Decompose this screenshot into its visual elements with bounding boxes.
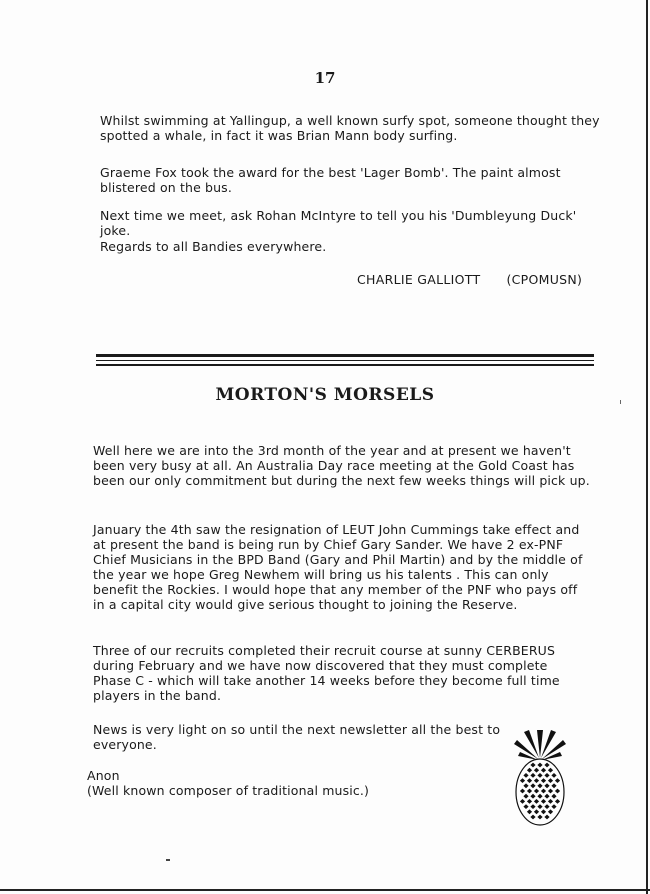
stray-mark [166, 859, 170, 861]
pineapple-scale [530, 773, 535, 778]
pineapple-scale [544, 763, 549, 768]
pineapple-scale [541, 768, 546, 773]
pineapple-scale [544, 815, 549, 820]
pineapple-scale [527, 809, 532, 814]
page-border-bottom [0, 889, 650, 891]
margin-tick [620, 400, 621, 404]
signature-name: CHARLIE GALLIOTT [357, 272, 481, 287]
article1-paragraph-4: Regards to all Bandies everywhere. [100, 239, 327, 254]
pineapple-scale [551, 783, 556, 788]
pineapple-scale [520, 778, 525, 783]
pineapple-scale [544, 783, 549, 788]
pineapple-scale [534, 768, 539, 773]
pineapple-scale [527, 768, 532, 773]
pineapple-scale [530, 804, 535, 809]
pineapple-scale [537, 794, 542, 799]
pineapple-scale [523, 794, 528, 799]
page-border-right [646, 0, 648, 894]
pineapple-scale [555, 778, 560, 783]
pineapple-scale [530, 815, 535, 820]
pineapple-scale [551, 794, 556, 799]
section-divider-thin [96, 360, 594, 361]
pineapple-scale [548, 799, 553, 804]
pineapple-scale [523, 773, 528, 778]
pineapple-scale [548, 768, 553, 773]
article2-paragraph-2: January the 4th saw the resignation of LEUT John Cummings take effect and at present the band is being run by Chief Gary Sander. We have 2 ex-PNF Chief Musicians in the BPD Band (Gary and Phil Martin) and by the middle of the year we hope Greg Newhem will bring us his talents . This can only benefit the Rockies. I would hope that any member of the PNF who pays off in a capital city would give serious thought to joining the Reserve. [93, 522, 583, 612]
pineapple-scale [541, 809, 546, 814]
article1-paragraph-3: Next time we meet, ask Rohan McIntyre to tell you his 'Dumbleyung Duck' joke. [100, 208, 577, 238]
pineapple-scale [537, 804, 542, 809]
pineapple-scale [523, 783, 528, 788]
pineapple-scale [530, 794, 535, 799]
pineapple-scale [537, 783, 542, 788]
pineapple-scale [541, 799, 546, 804]
pineapple-scale [534, 778, 539, 783]
pineapple-scale [520, 789, 525, 794]
pineapple-scale [544, 773, 549, 778]
article1-paragraph-1: Whilst swimming at Yallingup, a well known surfy spot, someone thought they spotted a whale, in fact it was Brian Mann body surfing. [100, 113, 600, 143]
pineapple-scale [541, 789, 546, 794]
pineapple-scale [520, 799, 525, 804]
section-divider-thick [96, 354, 594, 357]
pineapple-scale [527, 778, 532, 783]
pineapple-scale [544, 794, 549, 799]
signature-rank: (CPOMUSN) [506, 272, 583, 287]
pineapple-scale [537, 763, 542, 768]
pineapple-scale [551, 804, 556, 809]
pineapple-scale [548, 809, 553, 814]
pineapple-scale [537, 815, 542, 820]
page-number: 17 [314, 69, 336, 87]
article1-signature [357, 272, 582, 287]
signoff-name: Anon [87, 768, 120, 783]
pineapple-scale [551, 773, 556, 778]
pineapple-scale [537, 773, 542, 778]
section-title: MORTON'S MORSELS [215, 385, 435, 405]
signoff-note: (Well known composer of traditional music.) [87, 783, 370, 798]
pineapple-scale [530, 763, 535, 768]
pineapple-scale [534, 789, 539, 794]
pineapple-scale [530, 783, 535, 788]
pineapple-scale [555, 789, 560, 794]
pineapple-scale [544, 804, 549, 809]
pineapple-scale [523, 804, 528, 809]
article2-paragraph-1: Well here we are into the 3rd month of the year and at present we haven't been very busy at all. An Australia Day race meeting at the Gold Coast has been our only commitment but during the next few weeks things will pick up. [93, 443, 590, 488]
article2-paragraph-4: News is very light on so until the next newsletter all the best to everyone. [93, 722, 501, 752]
section-divider-lower [96, 364, 594, 366]
article1-paragraph-2: Graeme Fox took the award for the best 'Lager Bomb'. The paint almost blistered on the bus. [100, 165, 561, 195]
article2-paragraph-3: Three of our recruits completed their recruit course at sunny CERBERUS during February and we have now discovered that they must complete Phase C - which will take another 14 weeks before they become full time players in the band. [93, 643, 560, 703]
pineapple-icon [510, 722, 570, 832]
pineapple-scale [541, 778, 546, 783]
pineapple-scale [534, 809, 539, 814]
pineapple-scale [527, 789, 532, 794]
pineapple-scale [555, 799, 560, 804]
pineapple-scale [548, 778, 553, 783]
pineapple-scale [527, 799, 532, 804]
pineapple-scale [548, 789, 553, 794]
pineapple-scale [534, 799, 539, 804]
